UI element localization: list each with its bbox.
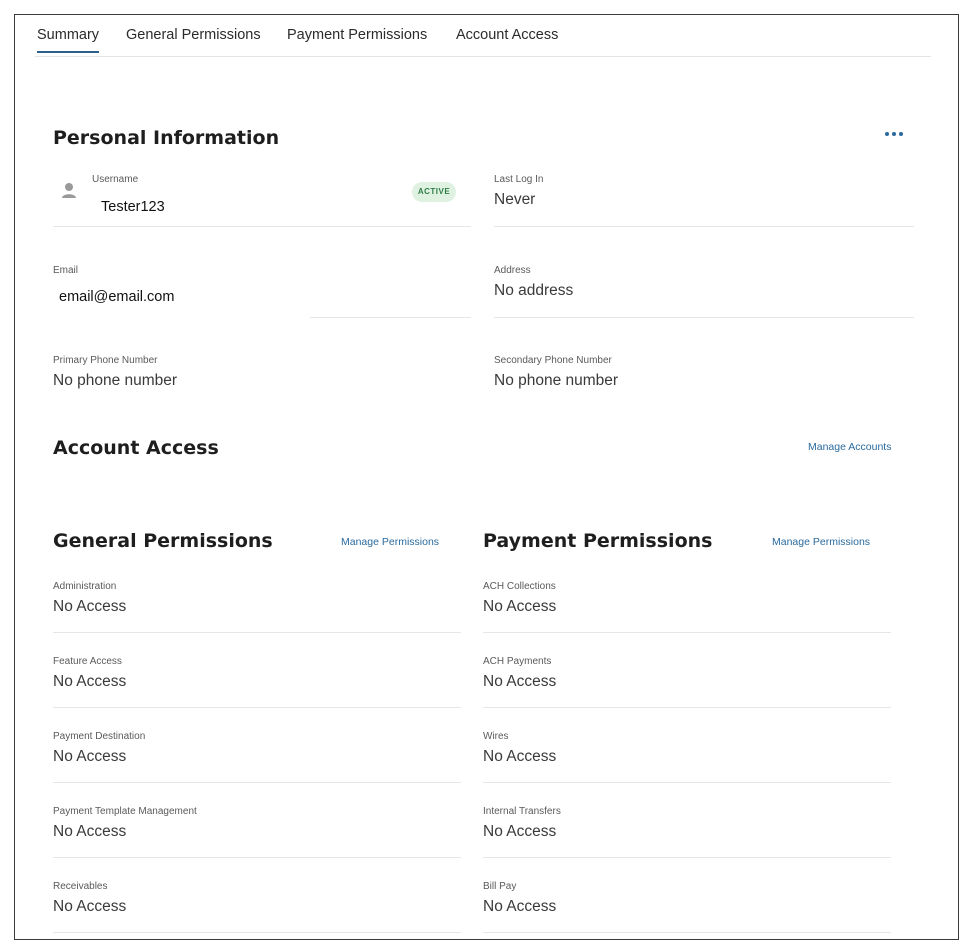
tab-account-access[interactable]: Account Access — [456, 27, 559, 43]
divider — [494, 317, 914, 318]
divider — [53, 932, 461, 933]
permission-value: No Access — [53, 823, 127, 840]
account-access-heading: Account Access — [53, 437, 219, 459]
personal-information-heading: Personal Information — [53, 127, 280, 149]
permission-value: No Access — [53, 898, 127, 915]
email-value: email@email.com — [59, 289, 175, 305]
tab-general-permissions[interactable]: General Permissions — [126, 27, 261, 43]
divider — [53, 782, 461, 783]
tab-payment-permissions[interactable]: Payment Permissions — [287, 27, 428, 43]
permission-value: No Access — [53, 598, 127, 615]
manage-accounts-link[interactable]: Manage Accounts — [808, 441, 892, 453]
username-value: Tester123 — [101, 199, 165, 215]
permission-value: No Access — [483, 823, 557, 840]
secondary-phone-value: No phone number — [494, 372, 619, 389]
divider — [483, 632, 891, 633]
permission-value: No Access — [483, 673, 557, 690]
permission-value: No Access — [53, 673, 127, 690]
permission-value: No Access — [483, 898, 557, 915]
address-label: Address — [494, 265, 531, 276]
general-permissions-heading: General Permissions — [53, 530, 273, 552]
permission-label: Internal Transfers — [483, 806, 561, 817]
divider — [53, 857, 461, 858]
permission-label: Receivables — [53, 881, 108, 892]
permission-label: ACH Payments — [483, 656, 552, 667]
more-options-icon[interactable] — [883, 128, 905, 140]
secondary-phone-label: Secondary Phone Number — [494, 355, 612, 366]
divider — [483, 857, 891, 858]
permission-label: Feature Access — [53, 656, 122, 667]
manage-general-permissions-link[interactable]: Manage Permissions — [341, 536, 440, 548]
permission-label: Bill Pay — [483, 881, 517, 892]
divider — [53, 226, 471, 227]
divider — [483, 932, 891, 933]
permission-value: No Access — [483, 598, 557, 615]
permission-value: No Access — [53, 748, 127, 765]
primary-phone-value: No phone number — [53, 372, 178, 389]
divider — [53, 632, 461, 633]
permission-value: No Access — [483, 748, 557, 765]
user-details-panel — [14, 14, 959, 940]
divider — [483, 782, 891, 783]
permission-label: Administration — [53, 581, 117, 592]
primary-phone-label: Primary Phone Number — [53, 355, 158, 366]
permission-label: ACH Collections — [483, 581, 556, 592]
manage-payment-permissions-link[interactable]: Manage Permissions — [772, 536, 871, 548]
username-label: Username — [92, 174, 139, 185]
user-avatar-icon — [61, 181, 77, 199]
divider — [53, 707, 461, 708]
payment-permissions-heading: Payment Permissions — [483, 530, 713, 552]
permission-label: Payment Destination — [53, 731, 146, 742]
divider — [310, 317, 471, 318]
divider — [494, 226, 914, 227]
address-value: No address — [494, 282, 574, 299]
permission-label: Wires — [483, 731, 509, 742]
last-login-label: Last Log In — [494, 174, 544, 185]
tab-summary[interactable]: Summary — [37, 27, 99, 53]
last-login-value: Never — [494, 191, 536, 208]
status-badge: ACTIVE — [412, 182, 456, 202]
email-label: Email — [53, 265, 79, 276]
tab-bar — [35, 15, 931, 57]
permission-label: Payment Template Management — [53, 806, 197, 817]
divider — [483, 707, 891, 708]
